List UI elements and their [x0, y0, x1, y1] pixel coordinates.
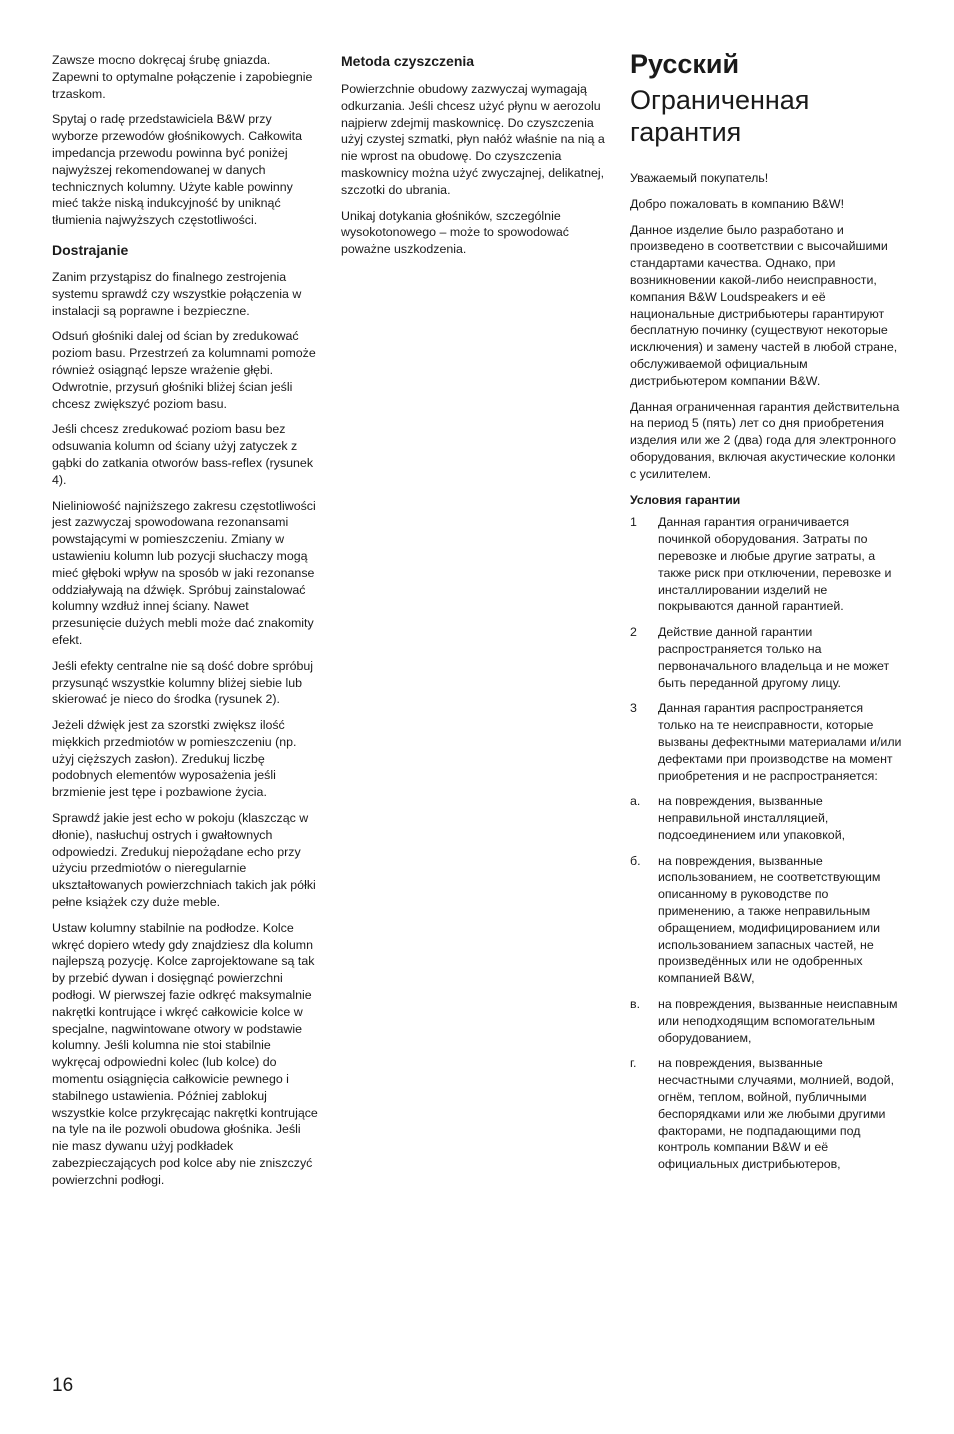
list-item	[630, 700, 902, 784]
paragraph: Jeśli efekty centralne nie są dość dobre spróbuj przysunąć wszystkie kolumny bliżej siebie lub skierować je nieco do środka (rysunek 2).	[52, 658, 314, 707]
paragraph: Данное изделие было разработано и произведено в соответствии с высочайшими стандартами качества. Однако, при возникновении какой-либо неисправности, компания B&W Loudspeakers и её национальные дистрибьютеры гарантируют бесплатную починку (существуют некоторые исключения) и замену частей в любой стране, обслуживаемой официальным дистрибьютером компании B&W.	[630, 222, 898, 388]
list-marker: 2	[630, 625, 637, 640]
list-item	[630, 853, 902, 987]
list-text: на повреждения, вызванные неправильной инсталляцией, подсоединением или упаковкой,	[658, 794, 846, 842]
list-item	[630, 793, 902, 843]
warranty-title: Ограниченная гарантия	[630, 85, 810, 147]
list-text: Данная гарантия распространяется только на те неисправности, которые вызваны дефектными материалами и/или дефектами при производстве на момент приобретения и не распространяется:	[658, 701, 902, 783]
paragraph: Jeżeli dźwięk jest za szorstki zwiększ ilość miękkich przedmiotów w pomieszczeniu (np. użyj cięższych zasłon). Zredukuj liczbę podobnych elementów wyposażenia jeśli brzmienie jest tępe i pozbawione życia.	[52, 718, 297, 800]
list-text: Действие данной гарантии распространяется только на первоначального владельца и не может быть переданной другому лицу.	[658, 625, 890, 690]
list-text: на повреждения, вызванные несчастными случаями, молнией, водой, огнём, теплом, войной, публичными беспорядками или же любыми другими факторами, не подпадающими под контроль компании B&W и её официальных дистрибьютеров,	[658, 1056, 895, 1172]
paragraph: Ustaw kolumny stabilnie na podłodze. Kolce wkręć dopiero wtedy gdy znajdziesz dla kolumn najlepszą pozycję. Kolce zaprojektowane są tak by przebić dywan i dosięgnąć powierzchni podłogi. W pierwszej fazie odkręć maksymalnie nakrętki kontrujące i wkręć całkowicie kolce w specjalne, nagwintowane otwory w podstawie kolumny. Jeśli kolumna nie stoi stabilnie wykręcaj odpowiedni kolec (lub kolce) do momentu osiągnięcia całkowicie pewnego i stabilnego ustawienia. Później zablokuj wszystkie kolce przykręcając nakrętki kontrujące na tyle na ile pozwoli obudowa głośnika. Jeśli nie masz dywanu użyj podkładek zabezpieczających pod kolce aby nie zniszczyć powierzchni podłogi.	[52, 920, 318, 1187]
paragraph: Odsuń głośniki dalej od ścian by zredukować poziom basu. Przestrzeń za kolumnami pomoże również osiągnąć lepsze wrażenie głębi. Odwrotnie, przysuń głośniki bliżej ścian jeśli chcesz zwiększyć poziom basu.	[52, 329, 316, 411]
column-polish-cleaning	[341, 52, 609, 267]
list-text: на повреждения, вызванные неиспавным или неподходящим вспомогательным оборудованием,	[658, 997, 898, 1045]
column-russian-warranty	[630, 49, 902, 1182]
list-marker: а.	[630, 794, 641, 809]
list-marker: 1	[630, 515, 637, 530]
paragraph: Spytaj o radę przedstawiciela B&W przy wyborze przewodów głośnikowych. Całkowita impedancja przewodu powinna być poniżej najwyższej rekomendowanej w danych technicznych kolumny. Użyte kable powinny mieć także niską indukcyjność by uniknąć tłumienia najwyższych częstotliwości.	[52, 112, 302, 228]
section-heading-dostrajanie: Dostrajanie	[52, 241, 129, 258]
page-number: 16	[52, 1375, 74, 1396]
section-heading-metoda-czyszczenia: Metoda czyszczenia	[341, 53, 475, 69]
paragraph: Nieliniowość najniższego zakresu częstotliwości jest zazwyczaj spowodowana rezonansami powstającymi w pomieszczeniu. Zmiany w ustawieniu kolumn lub pozycji słuchaczy mogą mieć głęboki wpływ na sposób w jaki rezonanse oddziaływają na dźwięk. Spróbuj zainstalować kolumny wzdłuż innej ściany. Nawet przesunięcie dużych mebli może dać znakomity efekt.	[52, 498, 316, 647]
language-heading: Русский	[630, 49, 740, 79]
list-marker: в.	[630, 997, 641, 1012]
column-polish-tuning	[52, 52, 320, 1198]
list-text: на повреждения, вызванные использованием, не соответствующим описанному в руководстве по применению, а также неправильным обращением, модифицированием или использованием запасных частей, не произведённых или не одобренных компанией B&W,	[658, 853, 881, 986]
paragraph: Zawsze mocno dokręcaj śrubę gniazda. Zapewni to optymalne połączenie i zapobiegnie trzaskom.	[52, 53, 313, 101]
list-item	[630, 624, 902, 691]
conditions-heading: Условия гарантии	[630, 492, 741, 507]
paragraph: Sprawdź jakie jest echo w pokoju (klaszcząc w dłonie), nasłuchuj ostrych i gwałtownych odpowiedzi. Zredukuj niepożądane echo przy użyciu przedmiotów o nieregularnie ukształtowanych powierzchniach takich jak półki pełne książek czy duże meble.	[52, 811, 316, 910]
list-item	[630, 1055, 902, 1173]
paragraph: Уважаемый покупатель!	[630, 171, 769, 185]
list-text: Данная гарантия ограничивается починкой оборудования. Затраты по перевозке и любые другие затраты, а также риск при отключении, перевозке и инсталлировании изделий не покрываются данной гарантией.	[658, 515, 892, 614]
paragraph: Powierzchnie obudowy zazwyczaj wymagają odkurzania. Jeśli chcesz użyć płynu w aerozolu najpierw zdejmij maskownicę. Do czyszczenia użyj czystej szmatki, płyn nałóż właśnie na nią a nie wprost na obudowę. Do czyszczenia maskownicy można użyć zwyczajnej, delikatnej, szczotki do ubrania.	[341, 82, 605, 197]
paragraph: Zanim przystąpisz do finalnego zestrojenia systemu sprawdź czy wszystkie połączenia w instalacji są poprawne i bezpieczne.	[52, 269, 302, 318]
paragraph: Данная ограниченная гарантия действительна на период 5 (пять) лет со дня приобретения изделия или же 2 (два) года для электронного оборудования, включая акустические колонки с усилителем.	[630, 399, 900, 481]
paragraph: Jeśli chcesz zredukować poziom basu bez odsuwania kolumn od ściany użyj zatyczek z gąbki do zatkania otworów bass-reflex (rysunek 4).	[52, 422, 314, 487]
list-marker: б.	[630, 853, 641, 868]
paragraph: Добро пожаловать в компанию B&W!	[630, 196, 845, 211]
list-item	[630, 996, 902, 1046]
list-marker: г.	[630, 1056, 637, 1071]
paragraph: Unikaj dotykania głośników, szczególnie wysokotonowego – może to spowodować poważne uszkodzenia.	[341, 208, 569, 257]
list-marker: 3	[630, 701, 637, 716]
list-item	[630, 514, 902, 615]
